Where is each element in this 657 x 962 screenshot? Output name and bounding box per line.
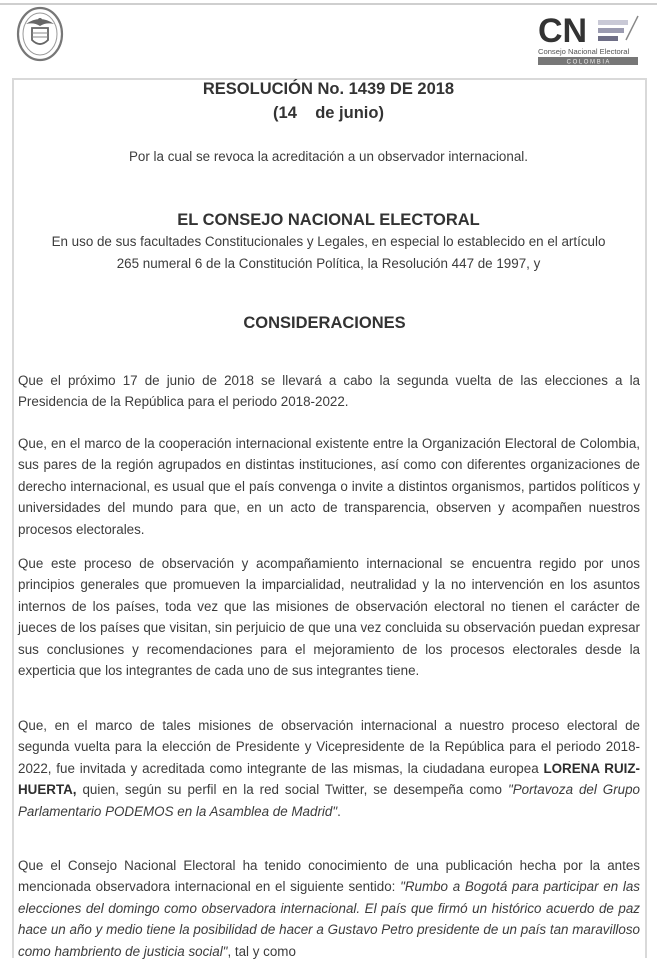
paragraph-4-text-end: . — [337, 803, 341, 819]
authority-title: EL CONSEJO NACIONAL ELECTORAL — [177, 211, 480, 229]
consideration-paragraph-3: Que este proceso de observación y acompañamiento internacional se encuentra regido por unos principios generales que promueven la imparcialidad, neutralidad y la no intervención en los asuntos internos de los países, toda vez que las misiones de observación electoral no tienen el carácter de jueces de los países que visitan, sin perjuicio de que una vez concluida su observación puedan expresar sus conclusiones y recomendaciones para el mejoramiento de los procesos electorales desde la experticia que los integrantes de cada uno de sus integrantes tiene. — [18, 556, 640, 679]
cne-logo-letters: CN — [538, 12, 588, 50]
consideration-paragraph-4 — [18, 715, 640, 822]
cne-logo-country: C O L O M B I A — [566, 59, 610, 66]
authority-line-1: En uso de sus facultades Constitucionales y Legales, en especial lo establecido en el artículo — [51, 234, 606, 249]
resolution-subject: Por la cual se revoca la acreditación a un observador internacional. — [129, 149, 528, 164]
consideration-paragraph-5 — [18, 855, 640, 962]
top-divider — [0, 3, 657, 5]
considerations-heading: CONSIDERACIONES — [243, 314, 406, 332]
cne-logo — [536, 10, 642, 66]
observer-role-quote: "Portavoza del Grupo Parlamentario PODEMOS en la Asamblea de Madrid" — [18, 782, 640, 819]
resolution-date: (14 de junio) — [273, 104, 384, 122]
resolution-title: RESOLUCIÓN No. 1439 DE 2018 — [202, 80, 455, 98]
paragraph-4-text-start: Que, en el marco de tales misiones de observación internacional a nuestro proceso electoral de segunda vuelta para la elección de Presidente y Vicepresidente de la República para el periodo 2018-2022, fue invitada y acreditada como integrante de las mismas, la ciudadana europea — [18, 718, 640, 776]
consideration-paragraph-2: Que, en el marco de la cooperación internacional existente entre la Organización Electoral de Colombia, sus pares de la región agrupados en distintas instituciones, así como con diferentes organizaciones de derecho internacional, es usual que el país convenga o invite a distintos organismos, partidos políticos y universidades del mundo para que, en un acto de transparencia, observen y acompañen nuestros procesos electorales. — [18, 436, 640, 537]
colombia-coat-of-arms-seal-icon — [16, 6, 64, 62]
paragraph-5-text-end: , tal y como — [227, 943, 296, 959]
authority-line-2: 265 numeral 6 de la Constitución Política, la Resolución 447 de 1997, y — [116, 256, 541, 271]
observer-name: LORENA RUIZ-HUERTA, — [18, 760, 640, 798]
consideration-paragraph-1: Que el próximo 17 de junio de 2018 se llevará a cabo la segunda vuelta de las elecciones a la Presidencia de la República para el periodo 2018-2022. — [18, 373, 640, 410]
observer-publication-quote: "Rumbo a Bogotá para participar en las elecciones del domingo como observadora internacional. El país que firmó un histórico acuerdo de paz hace un año y medio tiene la posibilidad de hacer a Gustavo Petro presidente de un país tan maravilloso como hambriento de justicia social" — [18, 879, 640, 959]
paragraph-4-text-middle: quien, según su perfil en la red social Twitter, se desempeña como — [76, 782, 508, 798]
paragraph-5-text-start: Que el Consejo Nacional Electoral ha tenido conocimiento de una publicación hecha por la antes mencionada observadora internacional en el siguiente sentido: — [18, 858, 640, 895]
cne-logo-subtitle: Consejo Nacional Electoral — [538, 47, 630, 56]
